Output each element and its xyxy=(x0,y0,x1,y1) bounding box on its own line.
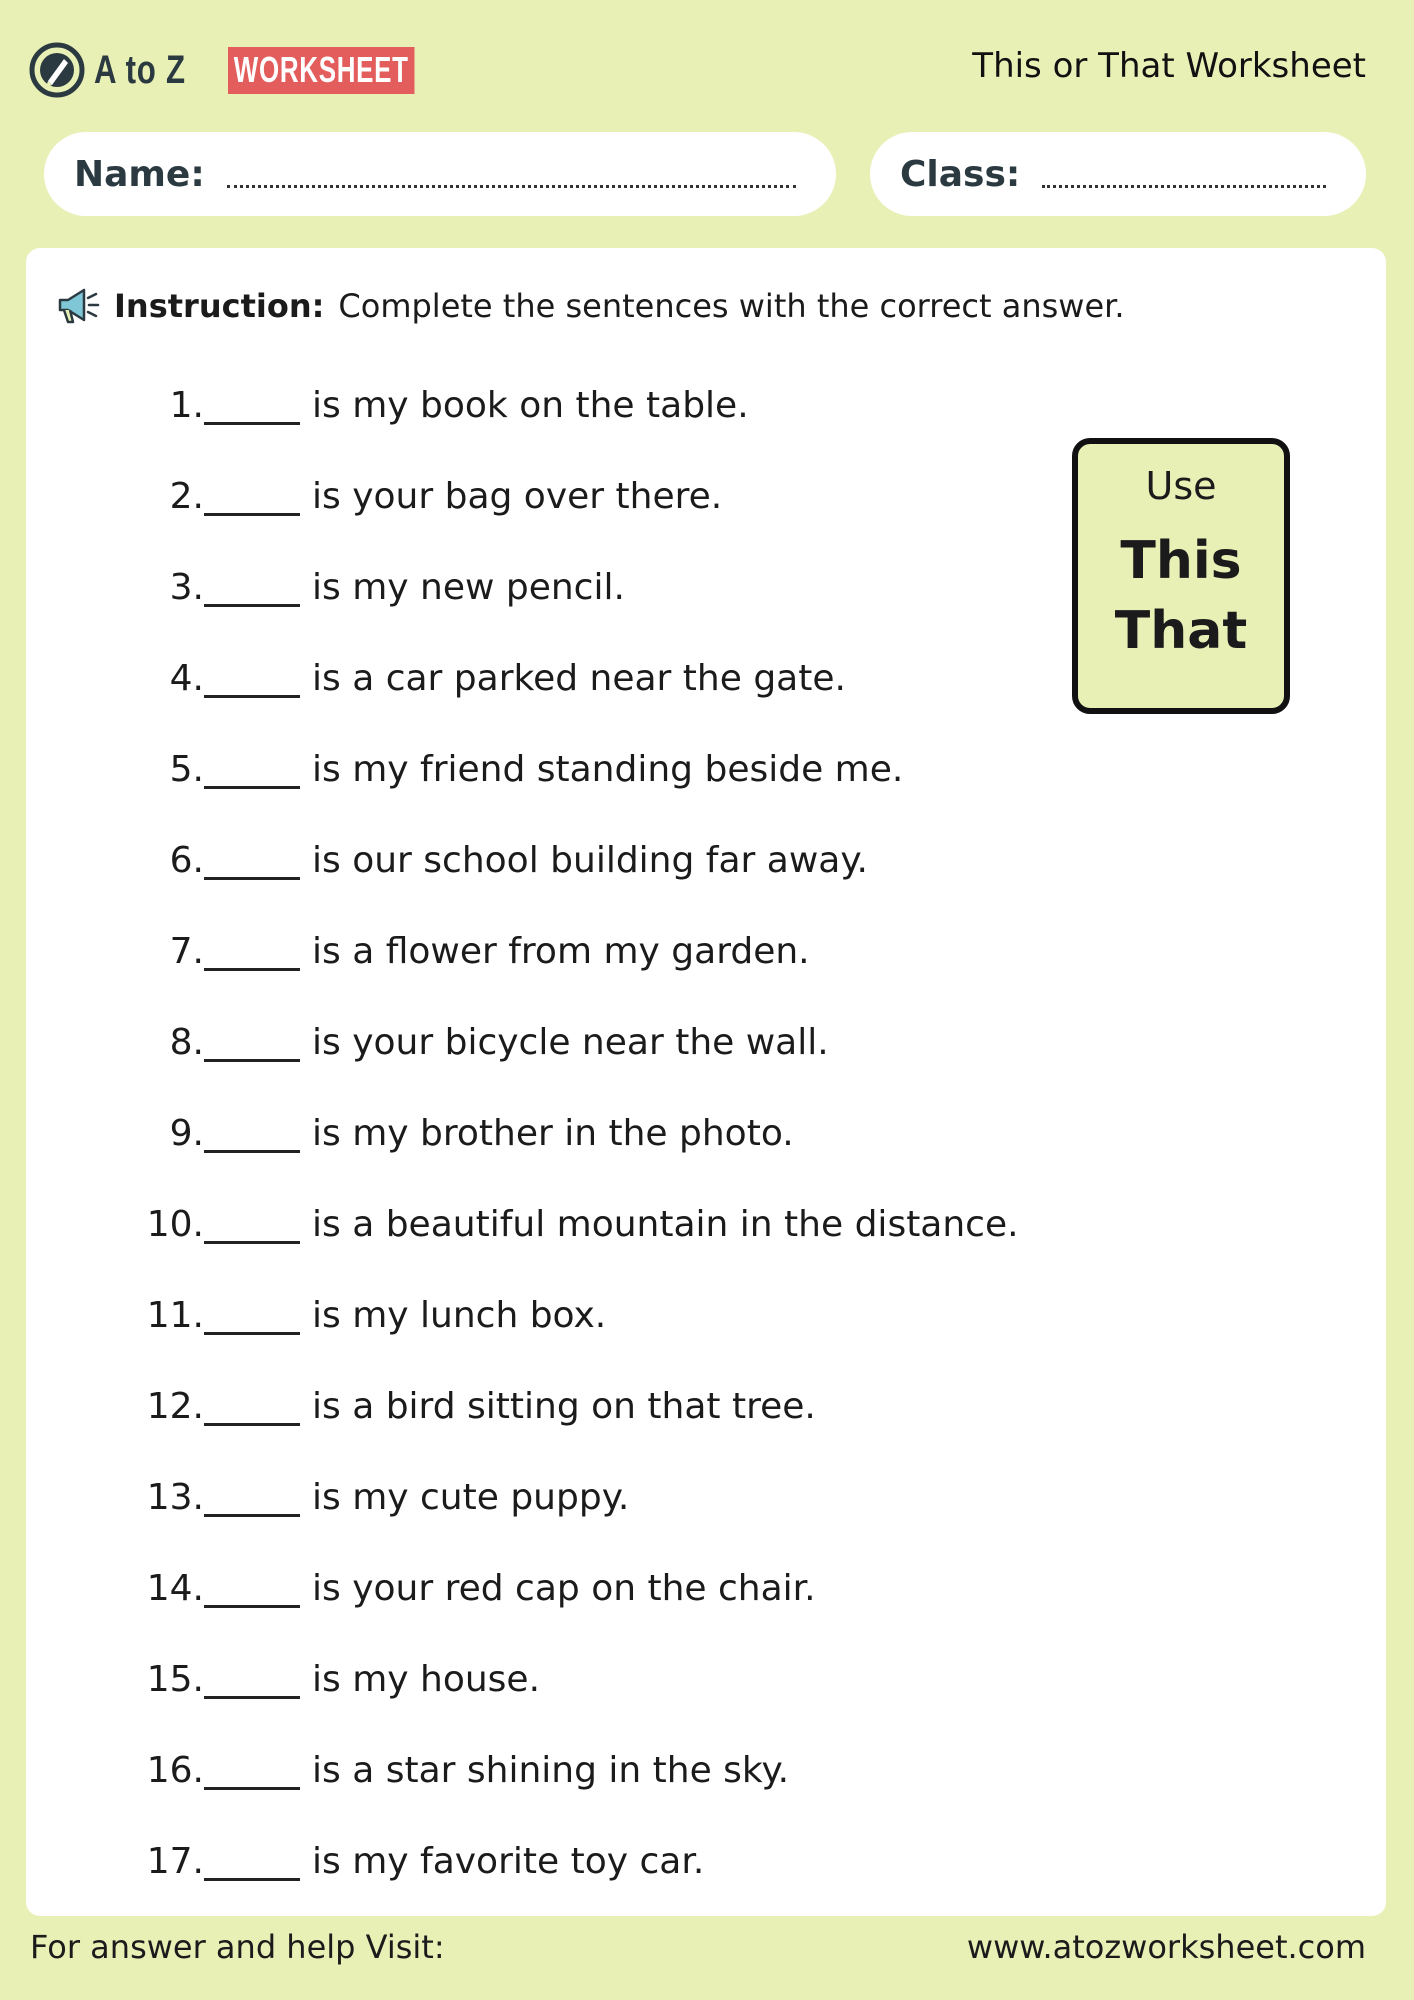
question-number: 13. xyxy=(146,1476,204,1518)
logo-badge: WORKSHEET xyxy=(228,47,414,94)
class-dotted-line xyxy=(1042,185,1326,188)
question-row xyxy=(86,1563,1186,1613)
question-text: is a beautiful mountain in the distance. xyxy=(312,1203,1019,1245)
worksheet-card xyxy=(26,248,1386,1916)
logo-text: A to Z xyxy=(94,47,186,92)
question-text: is your bag over there. xyxy=(312,475,723,517)
answer-blank[interactable] xyxy=(204,1387,300,1426)
question-text: is my house. xyxy=(312,1658,541,1700)
class-field[interactable] xyxy=(870,132,1366,216)
question-text: is my brother in the photo. xyxy=(312,1112,794,1154)
answer-blank[interactable] xyxy=(204,1842,300,1881)
logo xyxy=(28,40,409,100)
question-text: is a flower from my garden. xyxy=(312,930,810,972)
answer-blank[interactable] xyxy=(204,841,300,880)
question-number: 4. xyxy=(169,657,204,699)
answer-blank[interactable] xyxy=(204,1569,300,1608)
question-number: 5. xyxy=(169,748,204,790)
question-text: is my friend standing beside me. xyxy=(312,748,904,790)
question-number: 14. xyxy=(146,1567,204,1609)
question-number: 6. xyxy=(169,839,204,881)
question-number: 10. xyxy=(146,1203,204,1245)
question-row xyxy=(86,835,1186,885)
answer-blank[interactable] xyxy=(204,1296,300,1335)
question-number: 8. xyxy=(169,1021,204,1063)
question-row xyxy=(86,926,1186,976)
word-bank-title: Use xyxy=(1145,464,1217,508)
instruction xyxy=(54,286,1125,326)
question-text: is our school building far away. xyxy=(312,839,868,881)
answer-blank[interactable] xyxy=(204,386,300,425)
instruction-text: Complete the sentences with the correct answer. xyxy=(338,287,1125,325)
answer-blank[interactable] xyxy=(204,1114,300,1153)
answer-blank[interactable] xyxy=(204,750,300,789)
answer-blank[interactable] xyxy=(204,1023,300,1062)
question-text: is my cute puppy. xyxy=(312,1476,630,1518)
question-number: 2. xyxy=(169,475,204,517)
name-dotted-line xyxy=(227,185,796,188)
answer-blank[interactable] xyxy=(204,568,300,607)
class-label: Class: xyxy=(900,153,1021,195)
megaphone-icon xyxy=(54,286,100,326)
footer-website-link[interactable]: www.atozworksheet.com xyxy=(966,1928,1366,1966)
name-label: Name: xyxy=(74,153,205,195)
answer-blank[interactable] xyxy=(204,1660,300,1699)
question-text: is my lunch box. xyxy=(312,1294,607,1336)
question-number: 15. xyxy=(146,1658,204,1700)
question-text: is a bird sitting on that tree. xyxy=(312,1385,816,1427)
question-row xyxy=(86,1017,1186,1067)
question-number: 9. xyxy=(169,1112,204,1154)
question-number: 3. xyxy=(169,566,204,608)
question-text: is your bicycle near the wall. xyxy=(312,1021,829,1063)
answer-blank[interactable] xyxy=(204,1478,300,1517)
word-bank-box xyxy=(1072,438,1290,714)
question-number: 7. xyxy=(169,930,204,972)
question-row xyxy=(86,653,1186,703)
answer-blank[interactable] xyxy=(204,1751,300,1790)
word-bank-option-that: That xyxy=(1114,601,1248,661)
question-row xyxy=(86,1745,1186,1795)
name-field[interactable] xyxy=(44,132,836,216)
question-row xyxy=(86,562,1186,612)
question-text: is my book on the table. xyxy=(312,384,749,426)
question-number: 16. xyxy=(146,1749,204,1791)
word-bank-option-this: This xyxy=(1120,531,1242,591)
question-number: 12. xyxy=(146,1385,204,1427)
question-row xyxy=(86,1290,1186,1340)
question-text: is your red cap on the chair. xyxy=(312,1567,816,1609)
question-row xyxy=(86,380,1186,430)
instruction-label: Instruction: xyxy=(114,287,325,325)
question-row xyxy=(86,1836,1186,1886)
logo-pen-icon xyxy=(28,41,86,99)
question-text: is my favorite toy car. xyxy=(312,1840,705,1882)
page-title: This or That Worksheet xyxy=(972,46,1366,86)
question-row xyxy=(86,1654,1186,1704)
question-row xyxy=(86,1108,1186,1158)
answer-blank[interactable] xyxy=(204,477,300,516)
question-text: is my new pencil. xyxy=(312,566,625,608)
question-text: is a star shining in the sky. xyxy=(312,1749,790,1791)
answer-blank[interactable] xyxy=(204,659,300,698)
footer-text: For answer and help Visit: xyxy=(30,1928,445,1966)
question-row xyxy=(86,471,1186,521)
question-text: is a car parked near the gate. xyxy=(312,657,846,699)
question-row xyxy=(86,1381,1186,1431)
answer-blank[interactable] xyxy=(204,1205,300,1244)
question-row xyxy=(86,744,1186,794)
question-number: 17. xyxy=(146,1840,204,1882)
answer-blank[interactable] xyxy=(204,932,300,971)
question-row xyxy=(86,1472,1186,1522)
question-number: 11. xyxy=(146,1294,204,1336)
question-row xyxy=(86,1199,1186,1249)
question-number: 1. xyxy=(169,384,204,426)
